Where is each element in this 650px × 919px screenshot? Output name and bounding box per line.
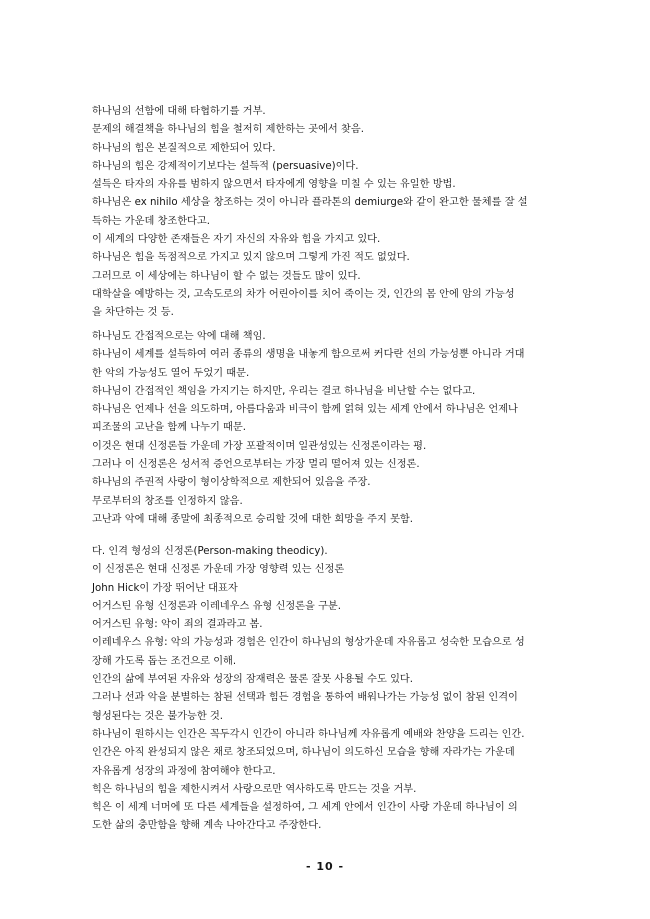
paragraph-person-making-theodicy [92,543,570,836]
text-line: 장해 가도록 돕는 조건으로 이해. [92,655,237,667]
text-line: 힉은 하나님의 힘을 제한시켜서 사랑으로만 역사하도록 만드는 것을 거부. [92,783,417,795]
text-line: 하나님의 주권적 사랑이 형이상학적으로 제한되어 있음을 주장. [92,477,371,489]
text-line: 을 차단하는 것 등. [92,307,174,319]
text-line: 이것은 현대 신정론들 가운데 가장 포괄적이며 일관성있는 신정론이라는 평. [92,440,427,452]
text-line: 인간은 아직 완성되지 않은 채로 창조되었으며, 하나님이 의도하신 모습을 향해 자라가는 가운데 [92,747,515,759]
text-line: 고난과 악에 대해 종말에 최종적으로 승리할 것에 대한 희망을 주지 못함. [92,513,414,525]
text-line: 하나님은 언제나 선을 의도하며, 아름다움과 비극이 함께 얽혀 있는 세계 안에서 하나님은 언제나 [92,404,518,416]
text-line: 이 신정론은 현대 신정론 가운데 가장 영향력 있는 신정론 [92,564,345,576]
text-line: 설득은 타자의 자유를 범하지 않으면서 타자에게 영향을 미칠 수 있는 유일한 방법. [92,179,456,191]
text-line: 인간의 삶에 부여된 자유와 성장의 잠재력은 물론 잘못 사용될 수도 있다. [92,674,414,686]
text-line: 그러므로 이 세상에는 하나님이 할 수 없는 것들도 많이 있다. [92,270,361,282]
text-line: 무로부터의 창조를 인정하지 않음. [92,495,243,507]
text-line: 이레네우스 유형: 악의 가능성과 경험은 인간이 하나님의 형상가운데 자유롭고 성숙한 모습으로 성 [92,637,525,649]
text-line: 하나님이 세계를 설득하여 여러 종류의 생명을 내놓게 함으로써 커다란 선의 가능성뿐 아니라 거대 [92,349,525,361]
text-line: 대학살을 예방하는 것, 고속도로의 차가 어린아이를 치어 죽이는 것, 인간의 몸 안에 암의 가능성 [92,288,515,300]
text-line: 문제의 해결책을 하나님의 힘을 철저히 제한하는 곳에서 찾음. [92,124,364,136]
text-line: 하나님의 힘은 강제적이기보다는 설득적 (persuasive)이다. [92,160,359,172]
text-line: 한 악의 가능성도 열어 두었기 때문. [92,367,250,379]
text-line: 그러나 선과 악을 분별하는 참된 선택과 힘든 경험을 통하여 배워나가는 가능성 없이 참된 인격이 [92,692,518,704]
paragraph-indirect-responsibility [92,328,570,529]
text-line: 득하는 가운데 창조한다고. [92,215,210,227]
text-line: 형성된다는 것은 불가능한 것. [92,710,224,722]
text-line: 하나님은 ex nihilo 세상을 창조하는 것이 아니라 플라톤의 demiurge와 같이 완고한 물체를 잘 설 [92,197,528,209]
text-line: 하나님의 선함에 대해 타협하기를 거부. [92,106,266,117]
page-number: - 10 - [305,860,345,873]
text-line: 하나님은 힘을 독점적으로 가지고 있지 않으며 그렇게 가진 적도 없었다. [92,252,410,264]
text-line: 하나님의 힘은 본질적으로 제한되어 있다. [92,142,276,154]
text-line: 자유롭게 성장의 과정에 참여해야 한다고. [92,765,276,777]
text-line: 이 세계의 다양한 존재들은 자기 자신의 자유와 힘을 가지고 있다. [92,234,381,246]
text-line: 어거스틴 유형: 악이 죄의 결과라고 봄. [92,619,263,631]
text-line: 어거스틴 유형 신정론과 이레네우스 유형 신정론을 구분. [92,600,342,612]
text-line: 하나님이 원하시는 인간은 꼭두각시 인간이 아니라 하나님께 자유롭게 예배와 찬양을 드리는 인간. [92,728,525,740]
text-line: 피조물의 고난을 함께 나누기 때문. [92,422,246,434]
text-line: John Hick이 가장 뛰어난 대표자 [92,582,238,594]
text-line: 힉은 이 세계 너머에 또 다른 세계들을 설정하여, 그 세계 안에서 인간이 사랑 가운데 하나님이 의 [92,802,518,814]
text-line: 도한 삶의 충만함을 향해 계속 나아간다고 주장한다. [92,820,322,832]
text-line: 그러나 이 신정론은 성서적 증언으로부터는 가장 멀리 떨어져 있는 신정론. [92,459,420,471]
text-line: 다. 인격 형성의 신정론(Person-making theodicy). [92,546,328,557]
paragraph-limited-power [92,103,570,323]
text-line: 하나님이 간접적인 책임을 가지기는 하지만, 우리는 결코 하나님을 비난할 수는 없다고. [92,385,476,397]
text-line: 하나님도 간접적으로는 악에 대해 책임. [92,331,266,342]
